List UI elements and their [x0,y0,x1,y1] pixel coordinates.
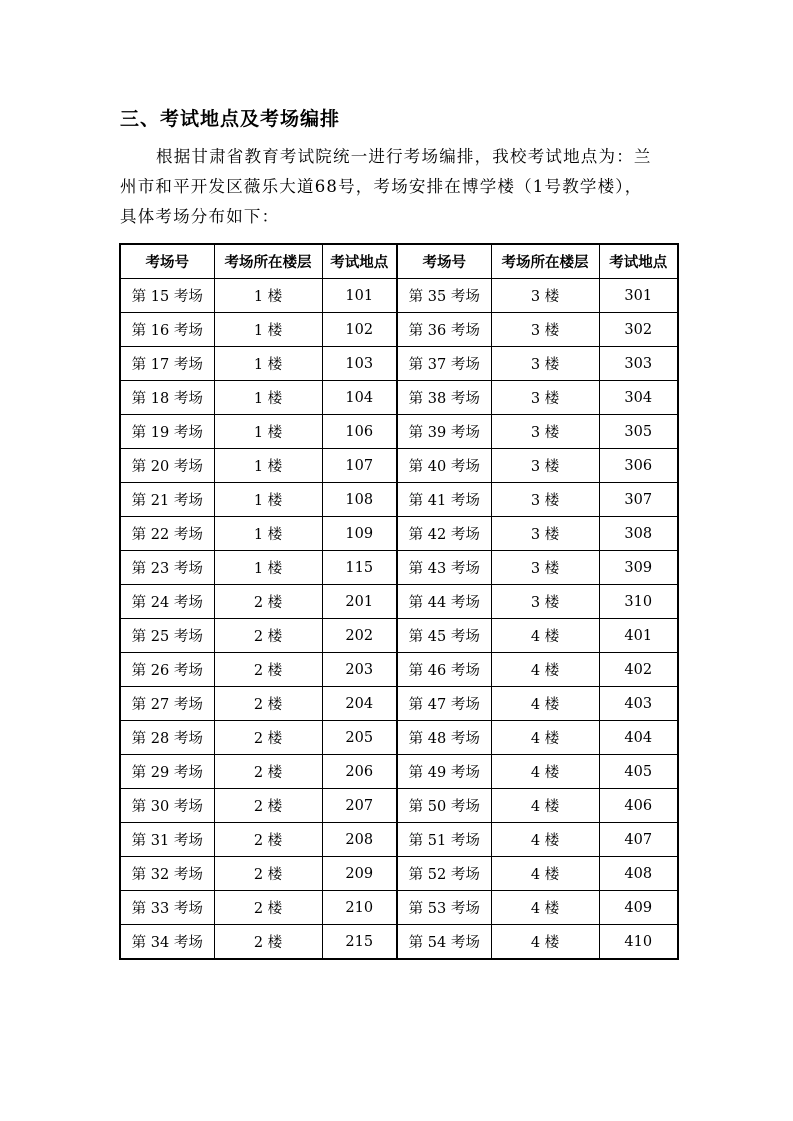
cell-room-location: 405 [599,755,678,789]
cell-room-number: 第 29 考场 [120,755,214,789]
cell-room-number: 第 45 考场 [397,619,491,653]
cell-room-floor: 4 楼 [491,925,599,960]
cell-room-number: 第 44 考场 [397,585,491,619]
cell-room-floor: 2 楼 [214,619,322,653]
intro-paragraph [120,142,680,232]
cell-room-number: 第 46 考场 [397,653,491,687]
cell-room-number: 第 35 考场 [397,279,491,313]
table-header-row [120,244,678,279]
cell-room-floor: 2 楼 [214,789,322,823]
table-row [120,449,678,483]
cell-room-location: 403 [599,687,678,721]
header-room-location: 考试地点 [599,244,678,279]
cell-room-floor: 4 楼 [491,721,599,755]
cell-room-location: 209 [322,857,397,891]
table-row [120,925,678,960]
cell-room-location: 106 [322,415,397,449]
cell-room-location: 409 [599,891,678,925]
cell-room-floor: 3 楼 [491,415,599,449]
cell-room-location: 108 [322,483,397,517]
table-row [120,347,678,381]
cell-room-location: 305 [599,415,678,449]
cell-room-floor: 2 楼 [214,755,322,789]
cell-room-location: 205 [322,721,397,755]
cell-room-number: 第 38 考场 [397,381,491,415]
header-room-floor: 考场所在楼层 [491,244,599,279]
cell-room-number: 第 41 考场 [397,483,491,517]
cell-room-floor: 1 楼 [214,415,322,449]
cell-room-floor: 2 楼 [214,653,322,687]
cell-room-floor: 3 楼 [491,585,599,619]
cell-room-number: 第 16 考场 [120,313,214,347]
cell-room-location: 301 [599,279,678,313]
table-row [120,857,678,891]
cell-room-number: 第 36 考场 [397,313,491,347]
cell-room-number: 第 39 考场 [397,415,491,449]
table-row [120,381,678,415]
cell-room-floor: 1 楼 [214,551,322,585]
cell-room-location: 104 [322,381,397,415]
cell-room-number: 第 37 考场 [397,347,491,381]
cell-room-floor: 2 楼 [214,687,322,721]
table-row [120,755,678,789]
table-row [120,415,678,449]
table-body [120,279,678,960]
cell-room-location: 407 [599,823,678,857]
cell-room-number: 第 49 考场 [397,755,491,789]
cell-room-location: 406 [599,789,678,823]
cell-room-location: 115 [322,551,397,585]
cell-room-number: 第 48 考场 [397,721,491,755]
cell-room-number: 第 21 考场 [120,483,214,517]
header-room-floor: 考场所在楼层 [214,244,322,279]
header-room-number: 考场号 [397,244,491,279]
cell-room-floor: 3 楼 [491,517,599,551]
cell-room-number: 第 42 考场 [397,517,491,551]
cell-room-location: 410 [599,925,678,960]
cell-room-location: 215 [322,925,397,960]
table-row [120,517,678,551]
cell-room-number: 第 50 考场 [397,789,491,823]
cell-room-location: 308 [599,517,678,551]
cell-room-floor: 2 楼 [214,857,322,891]
cell-room-number: 第 20 考场 [120,449,214,483]
cell-room-location: 204 [322,687,397,721]
cell-room-location: 207 [322,789,397,823]
cell-room-number: 第 19 考场 [120,415,214,449]
cell-room-floor: 2 楼 [214,891,322,925]
cell-room-number: 第 18 考场 [120,381,214,415]
header-room-number: 考场号 [120,244,214,279]
cell-room-floor: 4 楼 [491,789,599,823]
table-row [120,721,678,755]
cell-room-number: 第 26 考场 [120,653,214,687]
cell-room-location: 302 [599,313,678,347]
cell-room-location: 203 [322,653,397,687]
cell-room-location: 103 [322,347,397,381]
cell-room-floor: 1 楼 [214,449,322,483]
cell-room-number: 第 33 考场 [120,891,214,925]
cell-room-number: 第 32 考场 [120,857,214,891]
cell-room-location: 210 [322,891,397,925]
cell-room-location: 206 [322,755,397,789]
section-heading: 三、考试地点及考场编排 [120,108,341,130]
cell-room-number: 第 25 考场 [120,619,214,653]
table-row [120,619,678,653]
cell-room-location: 304 [599,381,678,415]
paragraph-line-2: 州市和平开发区薇乐大道68号，考场安排在博学楼（1号教学楼）， [120,177,643,196]
cell-room-number: 第 17 考场 [120,347,214,381]
cell-room-number: 第 28 考场 [120,721,214,755]
cell-room-number: 第 27 考场 [120,687,214,721]
cell-room-floor: 4 楼 [491,687,599,721]
cell-room-floor: 1 楼 [214,381,322,415]
cell-room-location: 102 [322,313,397,347]
paragraph-line-3: 具体考场分布如下： [120,207,280,226]
cell-room-location: 208 [322,823,397,857]
cell-room-number: 第 53 考场 [397,891,491,925]
table-row [120,313,678,347]
cell-room-floor: 3 楼 [491,381,599,415]
cell-room-location: 404 [599,721,678,755]
cell-room-location: 309 [599,551,678,585]
cell-room-number: 第 51 考场 [397,823,491,857]
header-room-location: 考试地点 [322,244,397,279]
cell-room-location: 101 [322,279,397,313]
cell-room-floor: 4 楼 [491,755,599,789]
cell-room-location: 109 [322,517,397,551]
cell-room-floor: 2 楼 [214,823,322,857]
cell-room-floor: 1 楼 [214,347,322,381]
cell-room-floor: 4 楼 [491,857,599,891]
cell-room-number: 第 47 考场 [397,687,491,721]
cell-room-number: 第 30 考场 [120,789,214,823]
exam-room-table [119,243,679,960]
cell-room-floor: 1 楼 [214,313,322,347]
cell-room-number: 第 15 考场 [120,279,214,313]
cell-room-number: 第 24 考场 [120,585,214,619]
cell-room-floor: 4 楼 [491,823,599,857]
cell-room-floor: 2 楼 [214,585,322,619]
cell-room-number: 第 52 考场 [397,857,491,891]
table-row [120,279,678,313]
cell-room-number: 第 34 考场 [120,925,214,960]
cell-room-floor: 3 楼 [491,279,599,313]
cell-room-floor: 3 楼 [491,483,599,517]
table-row [120,653,678,687]
table-row [120,891,678,925]
cell-room-floor: 1 楼 [214,483,322,517]
cell-room-location: 310 [599,585,678,619]
cell-room-location: 307 [599,483,678,517]
cell-room-location: 107 [322,449,397,483]
cell-room-floor: 3 楼 [491,551,599,585]
cell-room-floor: 2 楼 [214,925,322,960]
cell-room-floor: 1 楼 [214,279,322,313]
cell-room-number: 第 23 考场 [120,551,214,585]
cell-room-floor: 3 楼 [491,313,599,347]
cell-room-number: 第 43 考场 [397,551,491,585]
cell-room-floor: 4 楼 [491,653,599,687]
table-row [120,483,678,517]
table-row [120,551,678,585]
cell-room-location: 303 [599,347,678,381]
table-row [120,823,678,857]
cell-room-floor: 4 楼 [491,619,599,653]
cell-room-location: 202 [322,619,397,653]
cell-room-location: 401 [599,619,678,653]
cell-room-floor: 1 楼 [214,517,322,551]
cell-room-floor: 3 楼 [491,449,599,483]
cell-room-floor: 3 楼 [491,347,599,381]
table-row [120,687,678,721]
cell-room-location: 408 [599,857,678,891]
cell-room-number: 第 54 考场 [397,925,491,960]
cell-room-floor: 2 楼 [214,721,322,755]
table-row [120,585,678,619]
cell-room-number: 第 40 考场 [397,449,491,483]
paragraph-line-1: 根据甘肃省教育考试院统一进行考场编排，我校考试地点为：兰 [156,147,652,166]
cell-room-location: 306 [599,449,678,483]
cell-room-number: 第 22 考场 [120,517,214,551]
cell-room-number: 第 31 考场 [120,823,214,857]
cell-room-location: 201 [322,585,397,619]
cell-room-floor: 4 楼 [491,891,599,925]
cell-room-location: 402 [599,653,678,687]
table-row [120,789,678,823]
